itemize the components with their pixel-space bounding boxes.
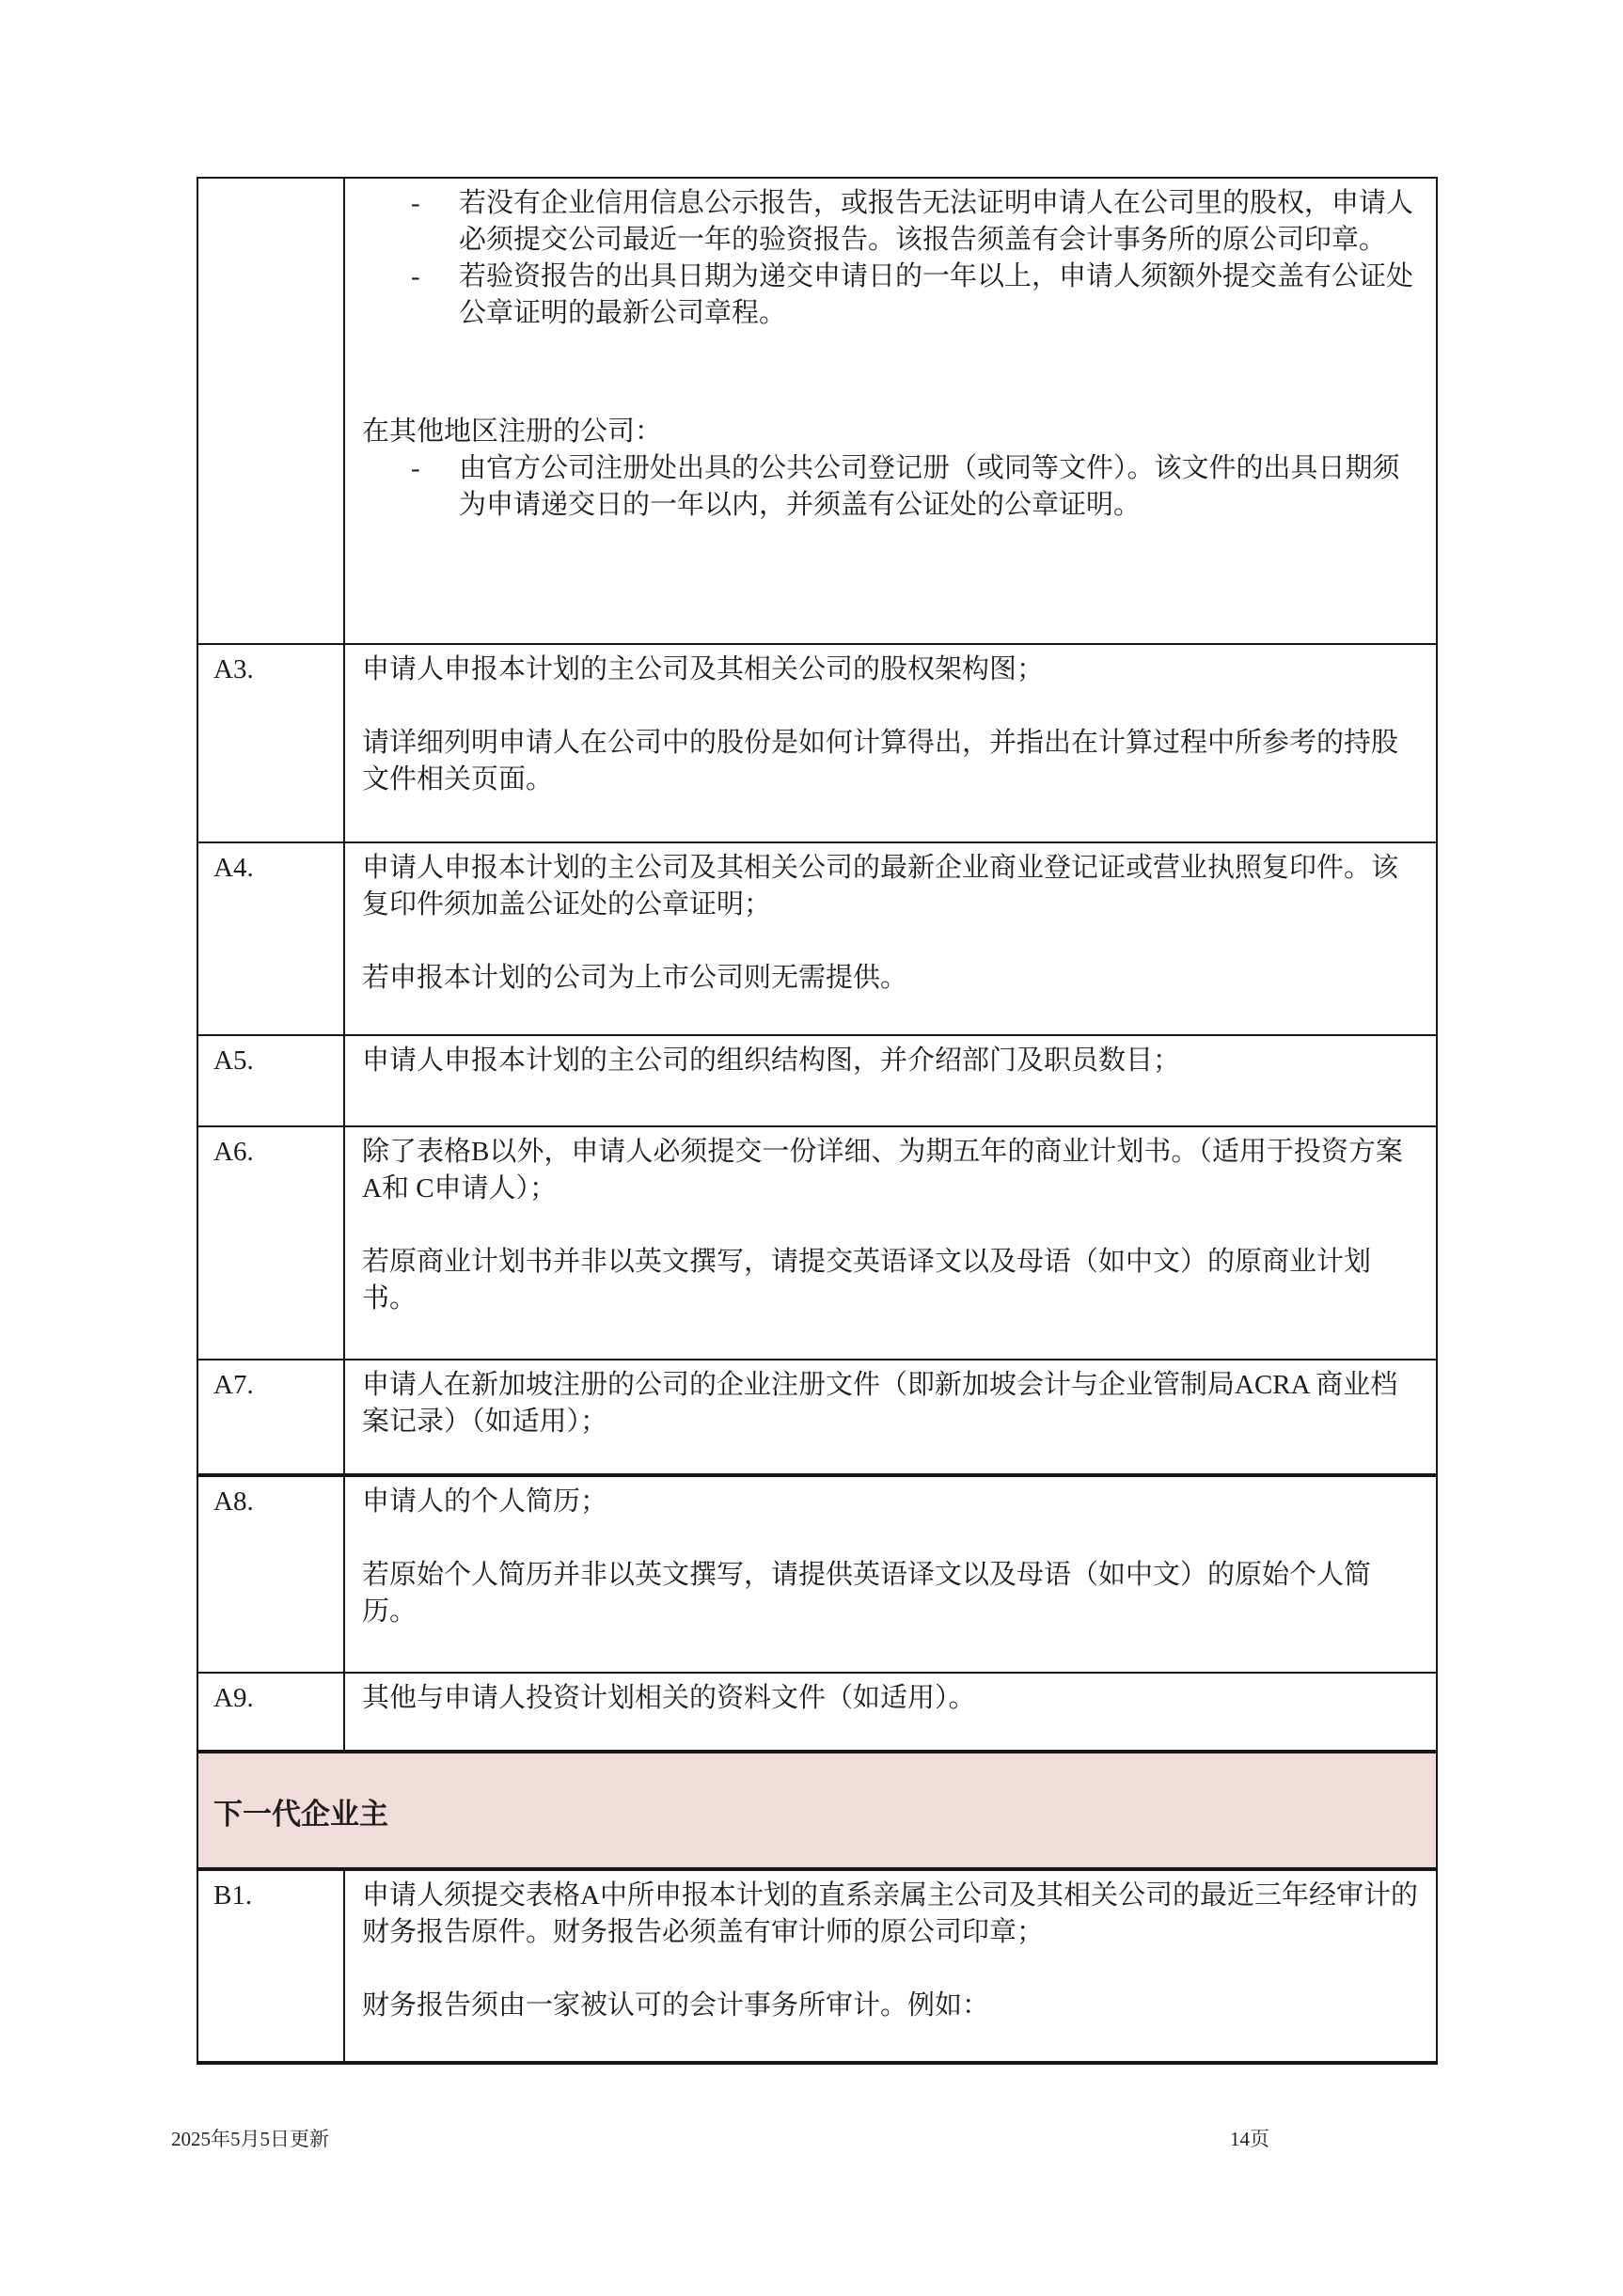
table-row-a6 (197, 1126, 1437, 1360)
row-label-cell-empty (197, 178, 344, 644)
row-label: A7. (197, 1360, 344, 1475)
paragraph: 申请人在新加坡注册的公司的企业注册文件（即新加坡会计与企业管制局ACRA 商业档案记录）（如适用）； (362, 1370, 1398, 1437)
table-row-a3 (197, 644, 1437, 842)
footer-update-date: 2025年5月5日更新 (171, 2128, 329, 2150)
table-row-a9 (197, 1673, 1437, 1752)
row-content-cell (344, 842, 1437, 1035)
paragraph: 若申报本计划的公司为上市公司则无需提供。 (362, 963, 908, 993)
table-row-a4 (197, 842, 1437, 1035)
row-label: A6. (197, 1126, 344, 1360)
paragraph: 申请人申报本计划的主公司及其相关公司的最新企业商业登记证或营业执照复印件。该复印件须加盖公证处的公章证明； (362, 853, 1399, 920)
dash-marker: - (411, 188, 420, 218)
paragraph: 若原商业计划书并非以英文撰写，请提交英语译文以及母语（如中文）的原商业计划书。 (362, 1247, 1372, 1313)
row-content-cell (344, 1035, 1437, 1126)
bullet-text: 由官方公司注册处出具的公共公司登记册（或同等文件）。该文件的出具日期须为申请递交日的一年以内，并须盖有公证处的公章证明。 (459, 453, 1400, 520)
table-row-continuation (197, 178, 1437, 644)
dash-marker: - (411, 453, 420, 483)
row-content-cell (344, 1673, 1437, 1752)
paragraph: 若原始个人简历并非以英文撰写，请提供英语译文以及母语（如中文）的原始个人简历。 (362, 1560, 1372, 1627)
footer-page-number: 14页 (1230, 2128, 1269, 2150)
bullet-text: 若没有企业信用信息公示报告，或报告无法证明申请人在公司里的股权，申请人必须提交公司最近一年的验资报告。该报告须盖有会计事务所的原公司印章。 (459, 188, 1414, 255)
row-content-cell (344, 1869, 1437, 2063)
paragraph: 其他与申请人投资计划相关的资料文件（如适用）。 (362, 1683, 976, 1713)
requirements-table (197, 177, 1438, 2065)
row-content-cell (344, 1360, 1437, 1475)
bullet-item (362, 185, 1421, 259)
row-content-cell (344, 1126, 1437, 1360)
row-label: A8. (197, 1475, 344, 1673)
bullet-item (362, 450, 1421, 524)
bullet-item (362, 259, 1421, 332)
paragraph: 申请人申报本计划的主公司及其相关公司的股权架构图； (362, 654, 1045, 684)
intro-text: 在其他地区注册的公司： (362, 417, 663, 447)
paragraph: 申请人须提交表格A中所申报本计划的直系亲属主公司及其相关公司的最近三年经审计的财务报告原件。财务报告必须盖有审计师的原公司印章； (362, 1880, 1418, 1947)
table-row-b1 (197, 1869, 1437, 2063)
table-row-a8 (197, 1475, 1437, 1673)
row-label: A5. (197, 1035, 344, 1126)
paragraph: 申请人申报本计划的主公司的组织结构图，并介绍部门及职员数目； (362, 1046, 1181, 1076)
row-label: A4. (197, 842, 344, 1035)
row-label: A9. (197, 1673, 344, 1752)
row-content-cell (344, 644, 1437, 842)
row-label: A3. (197, 644, 344, 842)
table-row-a7 (197, 1360, 1437, 1475)
table-section-header-row (197, 1752, 1437, 1869)
row-label: B1. (197, 1869, 344, 2063)
dash-marker: - (411, 261, 420, 291)
table-row-a5 (197, 1035, 1437, 1126)
paragraph: 财务报告须由一家被认可的会计事务所审计。例如： (362, 1990, 990, 2021)
paragraph: 除了表格B以外，申请人必须提交一份详细、为期五年的商业计划书。（适用于投资方案A和 C申请人）； (362, 1137, 1403, 1203)
row-content-cell (344, 178, 1437, 644)
row-content-cell (344, 1475, 1437, 1673)
paragraph: 申请人的个人简历； (362, 1486, 608, 1517)
section-header: 下一代企业主 (197, 1752, 1437, 1869)
paragraph: 请详细列明申请人在公司中的股份是如何计算得出，并指出在计算过程中所参考的持股文件相关页面。 (362, 728, 1399, 794)
bullet-text: 若验资报告的出具日期为递交申请日的一年以上，申请人须额外提交盖有公证处公章证明的最新公司章程。 (459, 261, 1414, 328)
